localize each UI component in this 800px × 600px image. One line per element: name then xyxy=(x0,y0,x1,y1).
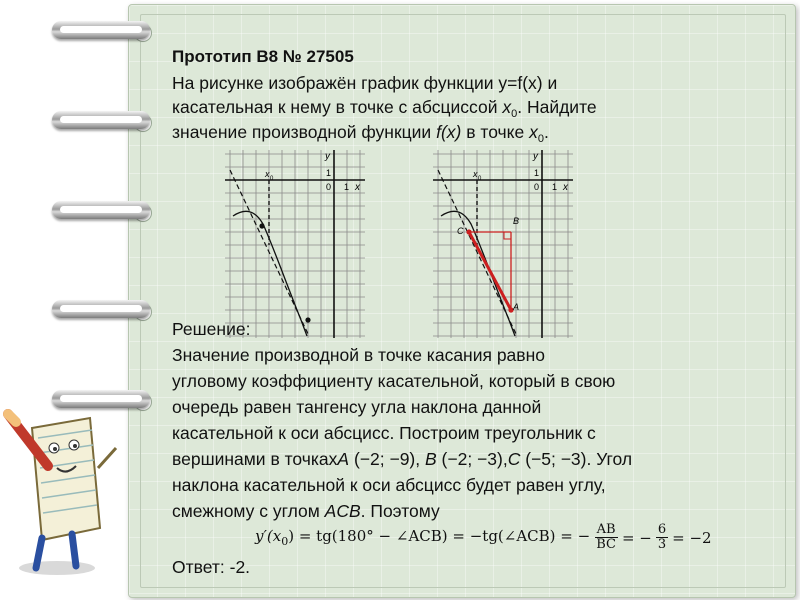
point-c-marker xyxy=(466,229,471,234)
solution-text: (−2; −3), xyxy=(436,449,508,469)
fraction-ab-bc xyxy=(594,523,618,552)
solution-text: (−5; −3). Угол xyxy=(520,449,633,469)
point-name: B xyxy=(424,449,437,469)
fraction-numerator: AB xyxy=(596,522,616,537)
problem-text: На рисунке изображён график функции xyxy=(172,73,499,93)
solution-line-5 xyxy=(172,448,632,470)
point-a-label: A xyxy=(513,302,520,312)
variable-x0: x xyxy=(529,122,538,142)
tick-label: 1 xyxy=(534,168,540,178)
solution-line-4: касательной к оси абсцисс. Построим треугольник с xyxy=(172,423,596,443)
fraction-6-3 xyxy=(656,523,668,552)
solution-line-2: угловому коэффициенту касательной, который в свою xyxy=(172,371,616,391)
tick-label: 1 xyxy=(344,182,350,192)
fraction-denominator: BC xyxy=(596,537,616,552)
solution-line-1: Значение производной в точке касания равно xyxy=(172,345,545,365)
x-axis-label: x xyxy=(355,182,360,193)
binder-ring-icon xyxy=(52,390,150,408)
problem-text: значение производной функции xyxy=(172,122,437,142)
binder-ring-icon xyxy=(52,111,150,129)
point-b-label: B xyxy=(513,216,520,226)
notebook-mascot-icon xyxy=(2,408,122,578)
tick-label: 0 xyxy=(326,182,332,192)
x-axis-label: x xyxy=(563,182,568,193)
formula-text: = − xyxy=(621,528,652,547)
x0-label: x xyxy=(473,169,478,179)
solution-text: смежному с углом xyxy=(172,501,325,521)
formula-text: y′(x xyxy=(255,527,282,545)
point-marker xyxy=(259,223,264,228)
tick-label: 1 xyxy=(552,182,558,192)
formula-text: ) = tg(180° − ∠ACB) = −tg(∠ACB) = − xyxy=(288,527,591,545)
solution-line-6: наклона касательной к оси абсцисс будет равен углу, xyxy=(172,475,606,495)
right-angle-mark xyxy=(504,232,511,239)
point-marker xyxy=(305,317,310,322)
point-name: C xyxy=(507,449,521,469)
function-curve xyxy=(441,211,515,336)
solution-line-7 xyxy=(172,500,440,522)
solution-line-3: очередь равен тангенсу угла наклона данной xyxy=(172,397,542,417)
y-axis-label: y xyxy=(533,151,538,162)
problem-text: . Найдите xyxy=(517,97,597,117)
angle-name: ACB xyxy=(324,501,361,521)
problem-text: в точке xyxy=(461,122,530,142)
answer-text: Ответ: -2. xyxy=(172,557,251,577)
problem-line-3 xyxy=(172,121,549,150)
tick-label: 1 xyxy=(326,168,332,178)
solution-text: . Поэтому xyxy=(360,501,440,521)
function-name: y=f(x) xyxy=(498,73,543,93)
problem-line-1 xyxy=(172,72,557,94)
solution-text: вершинами в точках xyxy=(172,449,338,469)
formula-subscript: 0 xyxy=(281,535,289,548)
subscript: 0 xyxy=(511,108,518,120)
problem-title: Прототип B8 № 27505 xyxy=(172,47,354,66)
point-c-label: C xyxy=(457,226,464,236)
fraction-numerator: 6 xyxy=(657,522,667,537)
binder-ring-icon xyxy=(52,21,150,39)
formula-text: = −2 xyxy=(672,528,712,547)
solution-heading: Решение: xyxy=(172,319,251,339)
function-name: f(x) xyxy=(436,122,462,142)
problem-text: касательная к нему в точке с абсциссой xyxy=(172,97,503,117)
tick-label: 0 xyxy=(534,182,540,192)
problem-text: . xyxy=(544,122,549,142)
fraction-denominator: 3 xyxy=(657,537,667,552)
formula-lhs xyxy=(255,527,590,548)
problem-text: и xyxy=(542,73,558,93)
x0-subscript: 0 xyxy=(478,176,482,182)
graph-function-tangent xyxy=(225,150,370,338)
point-name: A xyxy=(337,449,350,469)
graph-tangent-triangle xyxy=(433,150,578,338)
variable-x0: x xyxy=(502,97,512,117)
binder-ring-icon xyxy=(52,300,150,318)
solution-text: (−2; −9), xyxy=(349,449,425,469)
derivative-formula xyxy=(255,523,712,552)
x0-subscript: 0 xyxy=(270,176,274,182)
binder-ring-icon xyxy=(52,201,150,219)
x0-label: x xyxy=(265,169,270,179)
subscript: 0 xyxy=(537,133,544,145)
y-axis-label: y xyxy=(325,151,330,162)
